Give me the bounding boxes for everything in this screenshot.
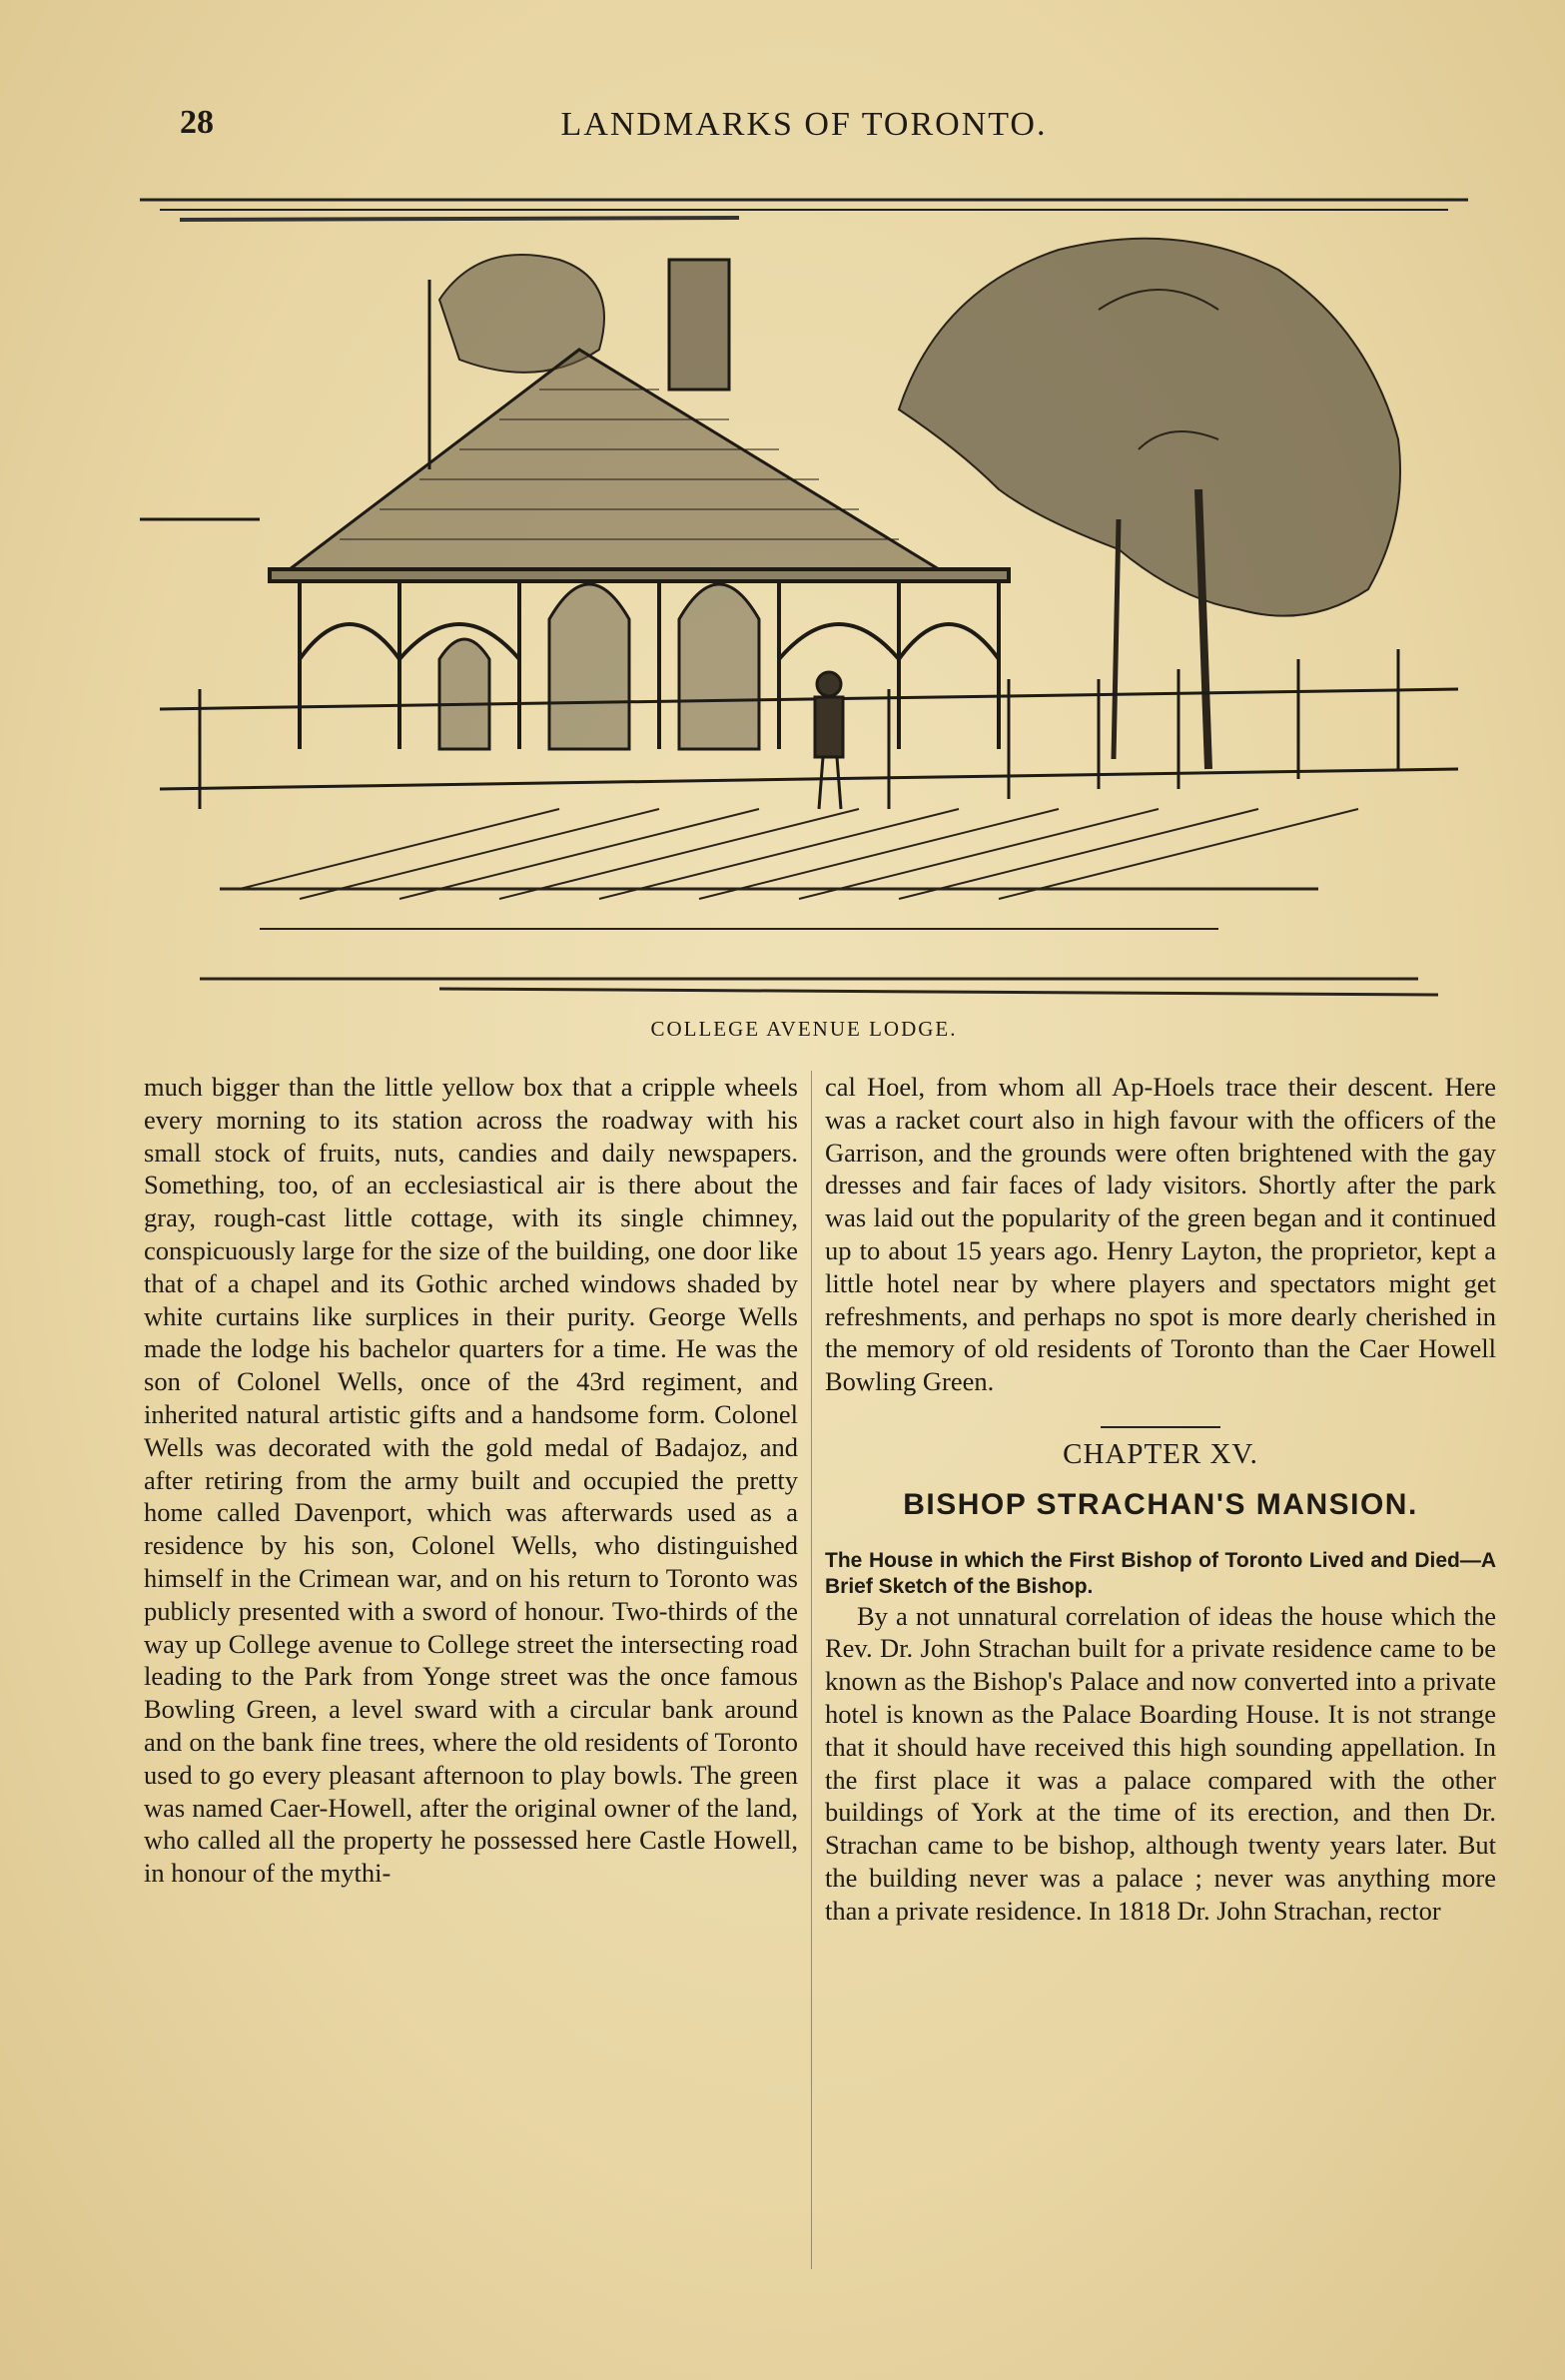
- page-header: [140, 100, 1468, 150]
- lodge-illustration: [140, 190, 1468, 1019]
- lodge-engraving: [140, 190, 1468, 1019]
- chapter-title: BISHOP STRACHAN'S MANSION.: [903, 1487, 1418, 1521]
- column-divider: [811, 1071, 812, 2269]
- right-column: [825, 1071, 1496, 1928]
- chapter-body-text: By a not unnatural correlation of ideas the house which the Rev. Dr. John Strachan built for a private residence came to be known as the Bishop's Palace and now converted into a private hotel is known as the Palace Boarding House. It is not strange that it should have received this high sounding appellation. In the first place it was a palace compared with the other buildings of York at the time of its erection, and then Dr. Strachan came to be bishop, although twenty years later. But the building never was a palace ; never was anything more than a private residence. In 1818 Dr. John Strachan, rector: [825, 1600, 1496, 1926]
- left-column: [144, 1071, 798, 1890]
- chapter-number: CHAPTER XV.: [1063, 1437, 1258, 1470]
- page-number: 28: [180, 104, 214, 141]
- figure-caption: COLLEGE AVENUE LODGE.: [650, 1017, 958, 1041]
- chapter-rule: [1101, 1426, 1220, 1428]
- chapter-subheading: The House in which the First Bishop of Toronto Lived and Died—A Brief Sketch of the Bishop.: [825, 1548, 1496, 1598]
- right-column-continuation: cal Hoel, from whom all Ap-Hoels trace their descent. Here was a racket court also in high favour with the officers of the Garrison, and the grounds were often brightened with the gay dresses and fair faces of lady visitors. Shortly after the park was laid out the popularity of the green began and it continued up to about 15 years ago. Henry Layton, the proprietor, kept a little hotel near by where players and spectators might get refreshments, and perhaps no spot is more dearly cherished in the memory of old residents of Toronto than the Caer Howell Bowling Green.: [825, 1072, 1496, 1397]
- left-column-text: much bigger than the little yellow box that a cripple wheels every morning to its station across the roadway with his small stock of fruits, nuts, candies and daily newspapers. Something, too, of an ecclesiastical air is there about the gray, rough-cast little cottage, with its single chimney, conspicuously large for the size of the building, one door like that of a chapel and its Gothic arched windows shaded by white curtains like surplices in their purity. George Wells made the lodge his bachelor quarters for a time. He was the son of Colonel Wells, once of the 43rd regiment, and inherited natural artistic gifts and a handsome form. Colonel Wells was decorated with the gold medal of Badajoz, and after retiring from the army built and occupied the pretty home called Davenport, which was afterwards used as a residence by his son, Colonel Wells, who distinguished himself in the Crimean war, and on his return to Toronto was publicly presented with a sword of honour. Two-thirds of the way up College avenue to College street the intersecting road leading to the Park from Yonge street was the once famous Bowling Green, a level sward with a circular bank around and on the bank fine trees, where the old residents of Toronto used to go every pleasant afternoon to play bowls. The green was named Caer-Howell, after the original owner of the land, who called all the property he possessed here Castle Howell, in honour of the mythi-: [144, 1072, 798, 1889]
- running-title: LANDMARKS OF TORONTO.: [560, 106, 1048, 143]
